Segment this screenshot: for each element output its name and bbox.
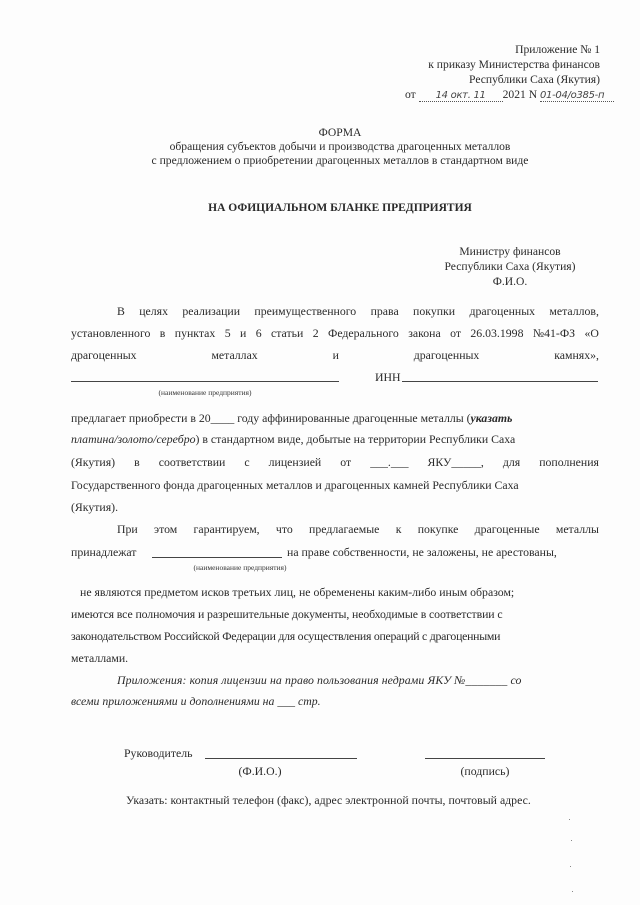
appendix-number: Приложение № 1 (515, 43, 600, 56)
p1-line-6: платина/золото/серебро) в стандартном виде, добытые на территории Республики Саха (71, 432, 516, 446)
signature-caption: (подпись) (460, 764, 510, 778)
company-caption-2: (наименование предприятия) (193, 563, 287, 572)
number-handwritten: 01-04/о385-п (540, 90, 605, 101)
p2-line-3: не являются предметом исков третьих лиц, не обременены каким-либо иным образом; (80, 585, 515, 599)
contact-note: Указать: контактный телефон (факс), адрес электронной почты, почтовый адрес. (126, 793, 531, 807)
inn-label: ИНН (375, 370, 401, 384)
date-year: 2021 (502, 88, 526, 101)
republic-line: Республики Саха (Якутия) (469, 73, 600, 86)
p2-line-5: законодательством Российской Федерации для осуществления операций с драгоценными (71, 629, 501, 643)
number-prefix: N (528, 88, 538, 101)
company-name-field[interactable] (71, 381, 339, 382)
letterhead-placeholder: НА ОФИЦИАЛЬНОМ БЛАНКЕ ПРЕДПРИЯТИЯ (208, 202, 472, 214)
attachments-line-1: Приложения: копия лицензии на право пользования недрами ЯКУ №_______ со (117, 673, 522, 687)
date-prefix: от (405, 88, 416, 101)
p1-line-3: драгоценных металлах и драгоценных камнях», (71, 348, 599, 362)
scan-speck (570, 866, 571, 867)
company-caption: (наименование предприятия) (158, 388, 252, 397)
p1-line-7: (Якутия) в соответствии с лицензией от ___.___ ЯКУ_____, для пополнения (71, 455, 599, 469)
date-handwritten: 14 окт. 11 (435, 90, 486, 101)
head-label: Руководитель (124, 746, 193, 760)
company-owner-field[interactable] (152, 557, 282, 558)
order-line: к приказу Министерства финансов (428, 58, 600, 71)
scan-speck (569, 819, 570, 820)
date-line (405, 88, 614, 102)
p1-line-1: В целях реализации преимущественного права покупки драгоценных металлов, (117, 304, 599, 318)
head-fio-field[interactable] (205, 758, 357, 759)
p1-line-2: установленного в пунктах 5 и 6 статьи 2 Федерального закона от 26.03.1998 №41-ФЗ «О (71, 326, 599, 340)
p2-line-6: металлами. (71, 651, 129, 665)
form-title: ФОРМА (318, 126, 362, 139)
p2-line-1: При этом гарантируем, что предлагаемые к покупке драгоценные металлы (117, 522, 599, 536)
attachments-line-2: всеми приложениями и дополнениями на ___ стр. (71, 694, 321, 708)
addressee-fio: Ф.И.О. (492, 275, 528, 288)
p1-line-9: (Якутия). (71, 500, 119, 514)
form-subtitle-1: обращения субъектов добычи и производства драгоценных металлов (169, 140, 511, 153)
scan-speck (571, 840, 572, 841)
addressee-title: Министру финансов (459, 245, 561, 258)
p2-line-4: имеются все полномочия и разрешительные документы, необходимые в соответствии с (71, 607, 503, 621)
p2-line-2: принадлежат (71, 545, 137, 559)
scan-speck (572, 891, 573, 892)
p2-line-2b: на праве собственности, не заложены, не арестованы, (287, 545, 557, 559)
p1-line-8: Государственного фонда драгоценных металлов и драгоценных камней Республики Саха (71, 478, 519, 492)
inn-field[interactable] (402, 381, 598, 382)
form-subtitle-2: с предложением о приобретении драгоценных металлов в стандартном виде (151, 154, 529, 167)
addressee-republic: Республики Саха (Якутия) (444, 260, 576, 273)
fio-caption: (Ф.И.О.) (238, 764, 282, 778)
p1-line-5: предлагает приобрести в 20____ году аффинированные драгоценные металлы (указать (71, 411, 513, 425)
head-signature-field[interactable] (425, 758, 545, 759)
